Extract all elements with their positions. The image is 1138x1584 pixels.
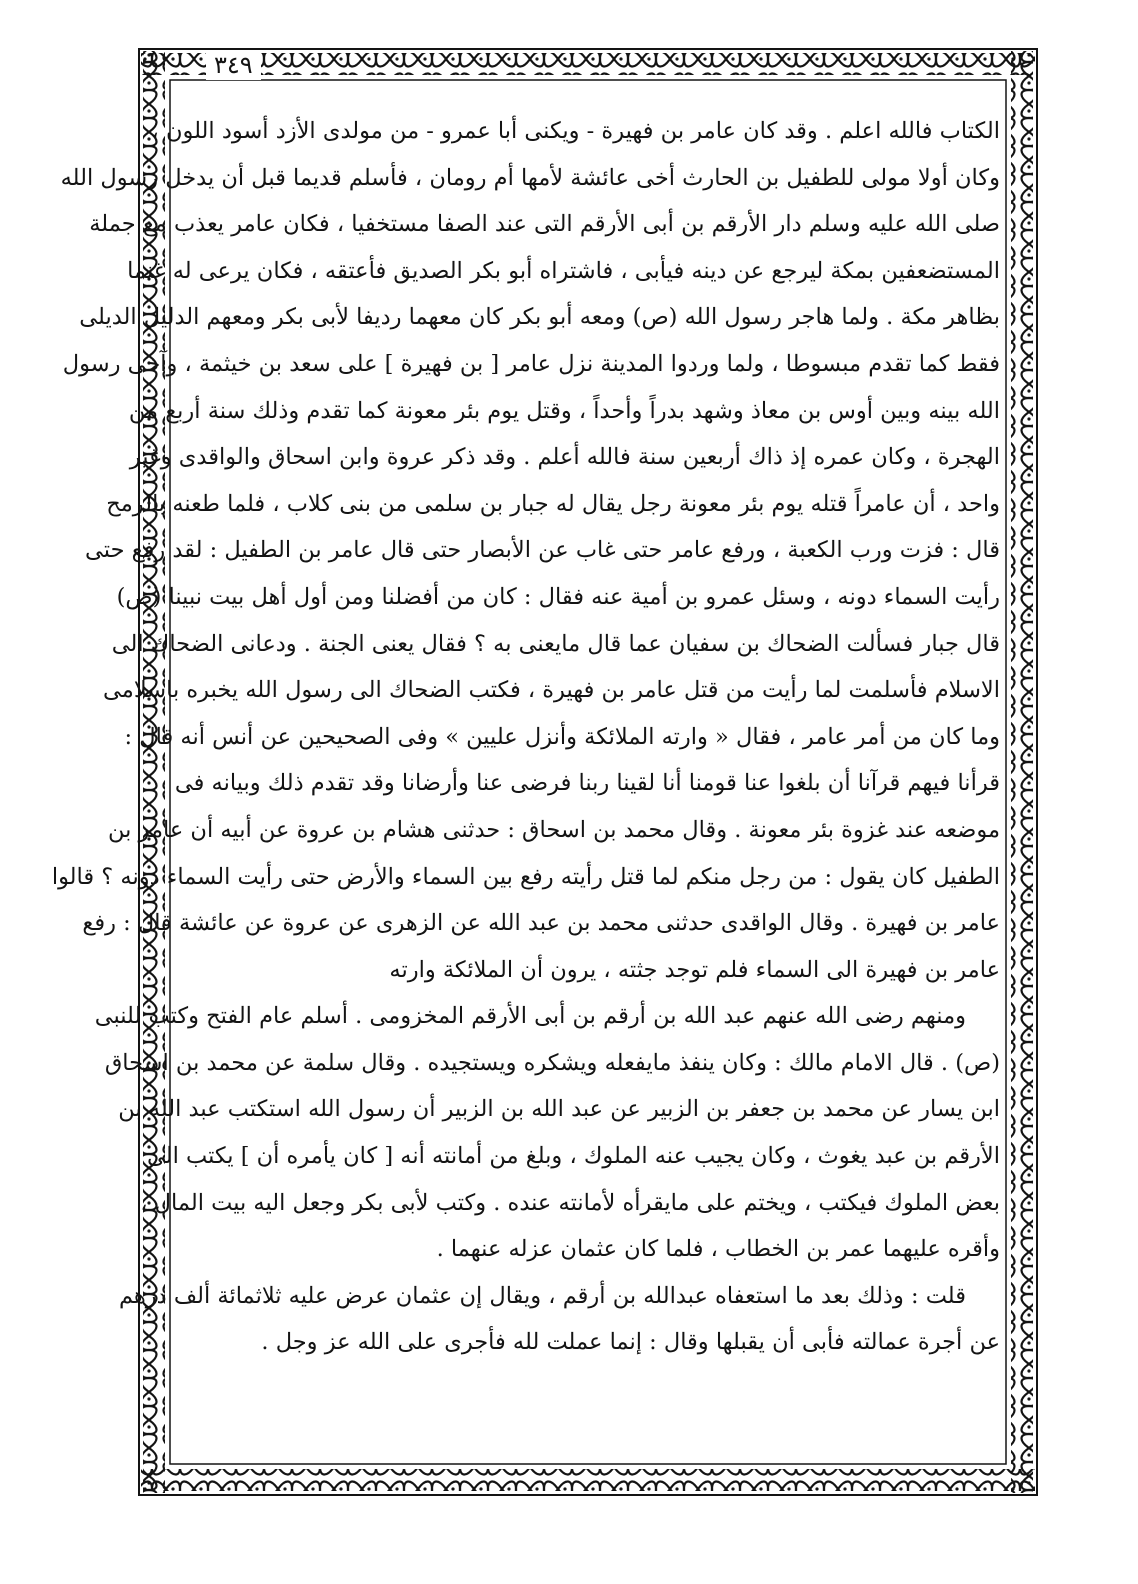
text-line: الأرقم بن عبد يغوث ، وكان يجيب عنه الملوك ، وبلغ من أمانته أنه [ كان يأمره أن ] يكتب الى xyxy=(146,1143,1000,1170)
text-line: المستضعفين بمكة ليرجع عن دينه فيأبى ، فاشتراه أبو بكر الصديق فأعتقه ، فكان يرعى له غنما xyxy=(127,257,1000,284)
paragraph-start-line: ومنهم رضى الله عنهم عبد الله بن أرقم بن أبى الأرقم المخزومى . أسلم عام الفتح وكتب للنبى xyxy=(94,1003,966,1030)
text-line: (ص) . قال الامام مالك : وكان ينفذ مايفعله ويشكره ويستجيده . وقال سلمة عن محمد بن اسحاق xyxy=(104,1049,1000,1076)
text-line: قرأنا فيهم قرآنا أن بلغوا عنا قومنا أنا لقينا ربنا فرضى عنا وأرضانا وقد تقدم ذلك وبيانه فى xyxy=(174,770,1000,797)
text-line: وكان أولا مولى للطفيل بن الحارث أخى عائشة لأمها أم رومان ، فأسلم قديما قبل أن يدخل رسول الله xyxy=(60,164,1000,191)
text-line: صلى الله عليه وسلم دار الأرقم بن أبى الأرقم التى عند الصفا مستخفيا ، فكان عامر يعذب مع جملة xyxy=(89,211,1000,238)
paragraph-start-line: قلت : وذلك بعد ما استعفاه عبدالله بن أرقم ، ويقال إن عثمان عرض عليه ثلاثمائة ألف درهم xyxy=(118,1282,966,1309)
text-line: قال : فزت ورب الكعبة ، ورفع عامر حتى غاب عن الأبصار حتى قال عامر بن الطفيل : لقد رفع حتى xyxy=(85,537,1000,564)
text-line: عن أجرة عمالته فأبى أن يقبلها وقال : إنما عملت لله فأجرى على الله عز وجل . xyxy=(261,1329,1000,1356)
text-line: قال جبار فسألت الضحاك بن سفيان عما قال مايعنى به ؟ فقال يعنى الجنة . ودعانى الضحاك الى xyxy=(111,630,1000,657)
text-line: موضعه عند غزوة بئر معونة . وقال محمد بن اسحاق : حدثنى هشام بن عروة عن أبيه أن عامر بن xyxy=(107,816,1000,843)
page-number: ٣٤٩ xyxy=(206,50,261,80)
text-line: الله بينه وبين أوس بن معاذ وشهد بدراً وأحداً ، وقتل يوم بئر معونة كما تقدم وذلك سنة أربع من xyxy=(128,397,1000,424)
text-line: عامر بن فهيرة . وقال الواقدى حدثنى محمد بن عبد الله عن الزهرى عن عروة عن عائشة قال : رفع xyxy=(82,910,1000,937)
text-line: عامر بن فهيرة الى السماء فلم توجد جثته ، يرون أن الملائكة وارته xyxy=(389,956,1000,983)
text-line: وأقره عليهما عمر بن الخطاب ، فلما كان عثمان عزله عنهما . xyxy=(436,1236,1000,1263)
text-line: بظاهر مكة . ولما هاجر رسول الله (ص) ومعه أبو بكر كان معهما رديفا لأبى بكر ومعهم الدليل الديلى xyxy=(79,304,1000,331)
text-line: وما كان من أمر عامر ، فقال « وارته الملائكة وأنزل عليين » وفى الصحيحين عن أنس أنه قال : xyxy=(124,723,1000,750)
text-line: الكتاب فالله اعلم . وقد كان عامر بن فهيرة - ويكنى أبا عمرو - من مولدى الأزد أسود اللون ، xyxy=(151,118,1000,144)
text-line: فقط كما تقدم مبسوطا ، ولما وردوا المدينة نزل عامر [ بن فهيرة ] على سعد بن خيثمة ، وآخى رسول xyxy=(62,350,1000,377)
text-line: الاسلام فأسلمت لما رأيت من قتل عامر بن فهيرة ، فكتب الضحاك الى رسول الله يخبره باسلامى xyxy=(103,677,1000,704)
text-line: رأيت السماء دونه ، وسئل عمرو بن أمية عنه فقال : كان من أفضلنا ومن أول أهل بيت نبينا (ص) xyxy=(116,583,1000,610)
text-line: ابن يسار عن محمد بن جعفر بن الزبير عن عبد الله بن الزبير أن رسول الله استكتب عبد الله بن xyxy=(118,1096,1000,1123)
text-line: الهجرة ، وكان عمره إذ ذاك أربعين سنة فالله أعلم . وقد ذكر عروة وابن اسحاق والواقدى وغير xyxy=(129,444,1000,471)
text-line: واحد ، أن عامراً قتله يوم بئر معونة رجل يقال له جبار بن سلمى من بنى كلاب ، فلما طعنه بالرمح xyxy=(106,490,1000,517)
text-line: بعض الملوك فيكتب ، ويختم على مايقرأه لأمانته عنده . وكتب لأبى بكر وجعل اليه بيت المال ، xyxy=(140,1189,1000,1216)
body-text xyxy=(51,108,1000,1366)
text-line: الطفيل كان يقول : من رجل منكم لما قتل رأيته رفع بين السماء والأرض حتى رأيت السماء دونه ؟ قالوا xyxy=(51,863,1000,890)
